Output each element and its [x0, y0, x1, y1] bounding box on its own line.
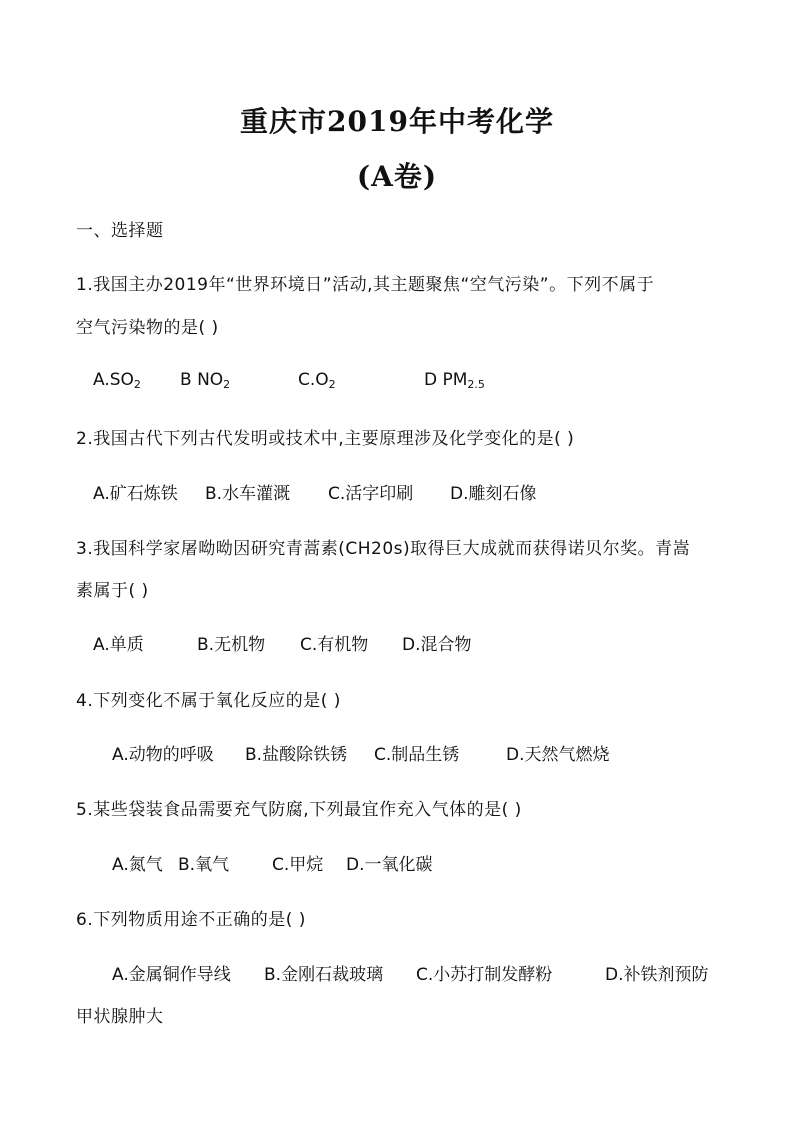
- question-2-option-c: C.活字印刷: [328, 484, 414, 504]
- question-1-text: 1.我国主办2019年“世界环境日”活动,其主题聚焦“空气污染”。下列不属于: [76, 275, 655, 295]
- question-2-option-a: A.矿石炼铁: [93, 484, 178, 504]
- question-3-option-c: C.有机物: [300, 635, 369, 655]
- page-title: 重庆市2019年中考化学: [240, 105, 554, 138]
- question-6-option-a: A.金属铜作导线: [112, 965, 231, 985]
- section-heading: 一、选择题: [76, 221, 164, 241]
- question-6-option-d: D.补铁剂预防: [605, 965, 709, 985]
- question-1-option-a: $A.SO_2$: [93, 370, 141, 391]
- question-3-option-d: D.混合物: [402, 635, 472, 655]
- question-1-option-b: B $NO_2$: [180, 370, 231, 391]
- question-2-text: 2.我国古代下列古代发明或技术中,主要原理涉及化学变化的是( ): [76, 429, 575, 449]
- question-3-text: 3.我国科学家屠呦呦因研究青蒿素(CH20s)取得巨大成就而获得诺贝尔奖。青嵩: [76, 539, 691, 559]
- question-2-option-d: D.雕刻石像: [450, 484, 537, 504]
- question-5-option-c: C.甲烷: [272, 855, 324, 875]
- question-4-option-c: C.制品生锈: [374, 745, 460, 765]
- question-5-option-a: A.氮气: [112, 855, 163, 875]
- question-4-text: 4.下列变化不属于氧化反应的是( ): [76, 691, 341, 711]
- question-1-text-cont: 空气污染物的是( ): [76, 318, 219, 338]
- question-2-option-b: B.水车灌溉: [205, 484, 291, 504]
- question-4-option-d: D.天然气燃烧: [506, 745, 610, 765]
- question-5-option-b: B.氧气: [178, 855, 230, 875]
- question-3-option-a: A.单质: [93, 635, 144, 655]
- question-3-text-cont: 素属于( ): [76, 581, 149, 601]
- page-subtitle: (A卷): [356, 160, 438, 193]
- question-5-option-d: D.一氧化碳: [346, 855, 433, 875]
- question-6-text: 6.下列物质用途不正确的是( ): [76, 910, 306, 930]
- question-1-option-d: D $PM_{2.5}$: [424, 370, 485, 391]
- question-5-text: 5.某些袋装食品需要充气防腐,下列最宜作充入气体的是( ): [76, 800, 522, 820]
- question-6-option-b: B.金刚石裁玻璃: [264, 965, 384, 985]
- question-6-option-d-cont: 甲状腺肿大: [76, 1007, 164, 1027]
- question-4-option-b: B.盐酸除铁锈: [245, 745, 348, 765]
- question-3-option-b: B.无机物: [197, 635, 266, 655]
- question-6-option-c: C.小苏打制发酵粉: [416, 965, 553, 985]
- question-1-option-c: $C.O_2$: [298, 370, 336, 391]
- question-4-option-a: A.动物的呼吸: [112, 745, 214, 765]
